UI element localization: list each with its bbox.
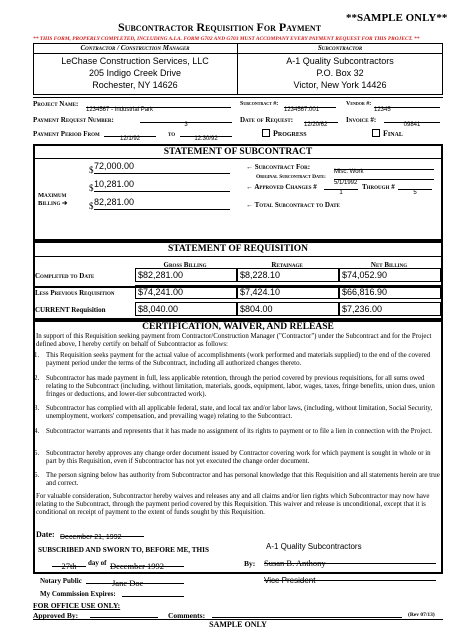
final-option[interactable] (372, 129, 403, 138)
total-subcontract-label: ← Total Subcontract to Date (246, 201, 340, 209)
approved-by-field[interactable] (90, 609, 158, 618)
subcontract-for-value: Misc. Work (334, 169, 364, 175)
notary-field[interactable] (86, 573, 184, 588)
vendor-number-value: 12345 (374, 107, 391, 113)
sworn-month-field[interactable] (110, 556, 184, 571)
subcontractor-label: Subcontractor (317, 44, 363, 52)
sworn-month-value: December 1992 (110, 561, 165, 571)
project-name-field[interactable] (86, 98, 231, 113)
gross-billing-cell[interactable]: $74,241.00 (135, 285, 237, 299)
left-arrow-icon: ← (246, 183, 253, 191)
period-from-value: 12/1/92 (119, 136, 141, 142)
form-warning: ** THIS FORM, PROPERLY COMPLETED, INCLUDING A.I.A. FORM G702 AND G703 MUST ACCOMPANY EVERY PAYMENT REQUEST FOR THIS PROJECT. ** (33, 36, 420, 42)
signer-title-field[interactable] (264, 570, 436, 585)
subcontract-for-field[interactable] (334, 160, 434, 175)
left-arrow-icon: ← (246, 201, 253, 209)
item-number: 2. (34, 375, 40, 382)
certification-item: Subcontractor warrants and represents that it has made no assignment of its rights to payment or to file a lien in connection with the Project. (46, 428, 432, 435)
original-amount-field[interactable] (94, 161, 230, 174)
approved-from-field[interactable] (324, 181, 358, 196)
item-number: 1. (34, 352, 40, 359)
form-title: Subcontractor Requisition For Payment (118, 20, 322, 34)
period-to-field[interactable] (180, 127, 232, 142)
date-value: December 21, 1992 (60, 534, 122, 541)
date-of-request-label: Date of Request: (240, 116, 294, 124)
commission-label: My Commission Expires: (40, 590, 116, 598)
sworn-label: SUBSCRIBED AND SWORN TO, BEFORE ME, THIS (38, 546, 209, 554)
retainage-cell[interactable]: $7,424.10 (237, 285, 339, 299)
waiver-paragraph: For valuable consideration, Subcontractor hereby waives and releases any and all claims and/or lien rights which Subcontractor may now have relating to the Subcontract, through the payment period covered by this Requisition. This waiver and release is unconditional, except that it is conditional on receipt of payment to the extent of funds sought by this Requisition. (36, 493, 430, 516)
subcontract-number-value: 1234567.001 (284, 107, 320, 113)
retainage-cell[interactable]: $804.00 (237, 302, 339, 316)
col-net-billing: Net Billing (370, 261, 408, 269)
certification-item: This Requisition seeks payment for the actual value of accomplishments (work performed and materials supplied) to the end of the covered payment period under the terms of the Subcontract, including all authorized changes thereto. (46, 352, 431, 367)
by-label: By: (244, 559, 256, 568)
approved-changes-label: ← Approved Changes # (246, 183, 317, 191)
invoice-number-value: 09841 (403, 122, 421, 128)
invoice-number-field[interactable] (384, 113, 440, 128)
payment-request-value: 3 (184, 122, 188, 128)
final-label: Final (383, 129, 403, 138)
office-use-label: FOR OFFICE USE ONLY: (33, 601, 121, 610)
left-arrow-icon: ← (246, 163, 253, 171)
date-field[interactable] (60, 526, 144, 541)
changes-amount-value: 10,281.00 (94, 179, 135, 189)
comments-label: Comments: (168, 611, 206, 620)
requisition-heading: STATEMENT OF REQUISITION (167, 244, 309, 254)
signer-field[interactable] (264, 553, 436, 568)
commission-field[interactable] (122, 587, 184, 597)
notary-label: Notary Public (40, 577, 82, 585)
item-number: 4. (34, 428, 40, 435)
footer-sample-only: SAMPLE ONLY (209, 620, 267, 629)
signer-title-value: Vice President (264, 576, 316, 585)
item-number: 6. (34, 472, 40, 479)
statement-heading: STATEMENT OF SUBCONTRACT (163, 147, 313, 157)
approved-from-value: 1 (339, 190, 343, 196)
date-of-request-value: 12/20/62 (304, 122, 328, 128)
approved-through-value: 5 (413, 190, 417, 196)
comments-field[interactable] (212, 609, 402, 618)
day-of-label: day of (88, 559, 107, 567)
item-number: 3. (34, 405, 40, 412)
dollar-sign: $ (89, 165, 94, 175)
requisition-frame (33, 241, 443, 320)
progress-label: Progress (273, 129, 307, 138)
net-billing-cell[interactable]: $74,052.90 (339, 268, 441, 282)
company-signature-name: A-1 Quality Subcontractors (266, 542, 362, 551)
sworn-day-field[interactable] (52, 556, 86, 571)
contractor-address-line1: 205 Indigo Creek Drive (88, 68, 182, 78)
gross-billing-cell[interactable]: $82,281.00 (135, 268, 237, 282)
subcontractor-address-line2: Victor, New York 14426 (293, 80, 387, 90)
final-checkbox[interactable] (372, 129, 380, 137)
changes-amount-field[interactable] (94, 179, 230, 192)
row-label: CURRENT Requisition (35, 306, 106, 314)
date-of-request-field[interactable] (304, 113, 338, 128)
sample-only-tag: **SAMPLE ONLY** (346, 12, 448, 24)
approved-by-label: Approved By: (33, 611, 79, 620)
vendor-number-label: Vendor #: (346, 101, 372, 107)
payment-request-label: Payment Request Number: (33, 116, 114, 124)
notary-value: Jane Doe (112, 578, 144, 588)
dollar-sign: $ (89, 201, 94, 211)
certification-heading: CERTIFICATION, WAIVER, AND RELEASE (142, 322, 334, 332)
period-from-field[interactable] (104, 127, 156, 142)
period-to-label: to (168, 130, 176, 138)
certification-item: Subcontractor hereby approves any change order document issued by Contractor covering work for which payment is sought in whole or in part by this Requisition, even if Subcontractor has not yet executed the change order document. (46, 450, 431, 465)
subcontract-number-field[interactable] (284, 98, 336, 113)
project-name-value: 1234567 - Industrial Park (86, 107, 154, 113)
invoice-number-label: Invoice #: (346, 116, 377, 124)
row-label: Less Previous Requisition (35, 289, 115, 297)
subcontractor-address-line1: P.O. Box 32 (316, 68, 364, 78)
through-label: Through # (362, 183, 395, 191)
maximum-label-line1: Maximum (38, 192, 67, 199)
maximum-billing-label (38, 192, 67, 208)
col-gross-billing: Gross Billing (163, 261, 207, 269)
original-amount-value: 72,000.00 (94, 161, 135, 171)
net-billing-cell[interactable]: $7,236.00 (339, 302, 441, 316)
gross-billing-cell[interactable]: $8,040.00 (135, 302, 237, 316)
subcontract-number-label: Subcontract #: (240, 101, 279, 107)
vendor-number-field[interactable] (374, 98, 440, 113)
progress-option[interactable] (262, 129, 307, 138)
sworn-day-value: 27th (61, 561, 77, 571)
net-billing-cell[interactable]: $66,816.90 (339, 285, 441, 299)
total-amount-value: 82,281.00 (94, 197, 135, 207)
item-number: 5. (34, 450, 40, 457)
certification-intro: In support of this Requisition seeking payment from Contractor/Construction Manager ("Contractor") under the Subcontract and for the Project defined above, I hereby certify on behalf of Subcontractor as follows: (36, 333, 432, 348)
original-date-value: 5/1/1992 (334, 180, 358, 186)
approved-through-field[interactable] (398, 181, 432, 196)
progress-checkbox[interactable] (262, 129, 270, 137)
contractor-name: LeChase Construction Services, LLC (61, 56, 209, 66)
col-retainage: Retainage (271, 261, 303, 269)
project-name-label: Project Name: (33, 100, 79, 108)
row-label: Completed to Date (35, 272, 95, 280)
certification-item: The person signing below has authority from Subcontractor and has personal knowledge that this Requisition and all statements herein are true and correct. (46, 472, 440, 487)
original-date-field[interactable] (334, 171, 434, 186)
payment-request-field[interactable] (140, 113, 232, 128)
date-label: Date: (36, 530, 55, 539)
certification-item: Subcontractor has complied with all applicable federal, state, and local tax and/or labor laws, (including, without limitation, Social Security, unemployment, workers' compensation, and prevailing wage) relating to the Subcontract. (46, 405, 433, 420)
certification-item: Subcontractor has made payment in full, less applicable retention, through the period covered by previous requisitions, for all sums owed relating to the Subcontract (including, without limitation, materials, goods, equipment, labor, wages, taxes, fringe benefits, union dues, union fringes or deductions, and lower-tier subcontracted work). (46, 375, 435, 398)
dollar-sign: $ (89, 183, 94, 193)
signer-value: Susan B. Anthony (264, 558, 326, 568)
period-to-value: 12.30/92 (194, 136, 218, 142)
subcontractor-name: A-1 Quality Subcontractors (286, 56, 394, 66)
payment-period-label: Payment Period From (33, 130, 100, 138)
maximum-label-line2: Billing ➔ (38, 200, 68, 207)
original-date-label: Original Subcontract Date: (256, 174, 326, 180)
contractor-label: Contractor / Construction Manager (80, 44, 190, 52)
contractor-address-line2: Rochester, NY 14626 (92, 80, 178, 90)
subcontract-for-label: ← Subcontract For: (246, 163, 311, 171)
retainage-cell[interactable]: $8,228.10 (237, 268, 339, 282)
total-amount-field[interactable] (94, 197, 230, 210)
revision-label: (Rev 07/13) (408, 612, 435, 618)
